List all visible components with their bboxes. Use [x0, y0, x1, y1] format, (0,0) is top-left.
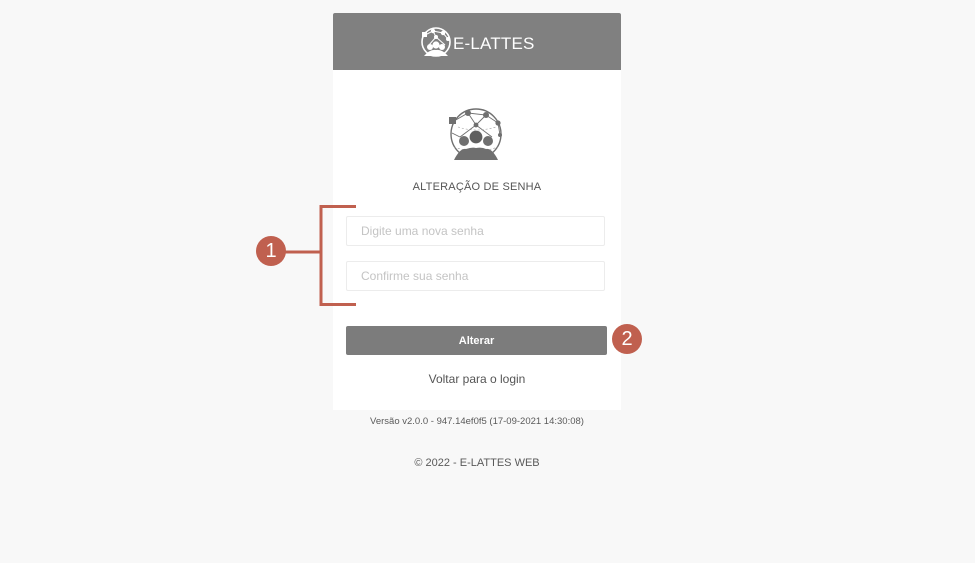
copyright-text: © 2022 - E-LATTES WEB: [414, 457, 540, 469]
globe-people-icon: [419, 23, 453, 59]
confirm-password-field[interactable]: [346, 261, 605, 291]
back-to-login-link[interactable]: Voltar para o login: [428, 372, 526, 386]
version-info: Versão v2.0.0 - 947.14ef0f5 (17-09-2021 14:30:08): [370, 416, 584, 427]
card-header: [333, 13, 621, 70]
change-password-button[interactable]: Alterar: [346, 326, 607, 355]
annotation-bracket: [319, 205, 357, 307]
password-change-card: [333, 13, 621, 410]
annotation-marker-1: 1: [256, 236, 286, 266]
annotation-connector: [284, 250, 322, 254]
new-password-field[interactable]: [346, 216, 605, 246]
brand-name: E-LATTES: [453, 34, 535, 53]
page-title: ALTERAÇÃO DE SENHA: [412, 181, 542, 193]
annotation-marker-2: 2: [612, 324, 642, 354]
globe-people-icon: [446, 103, 506, 163]
